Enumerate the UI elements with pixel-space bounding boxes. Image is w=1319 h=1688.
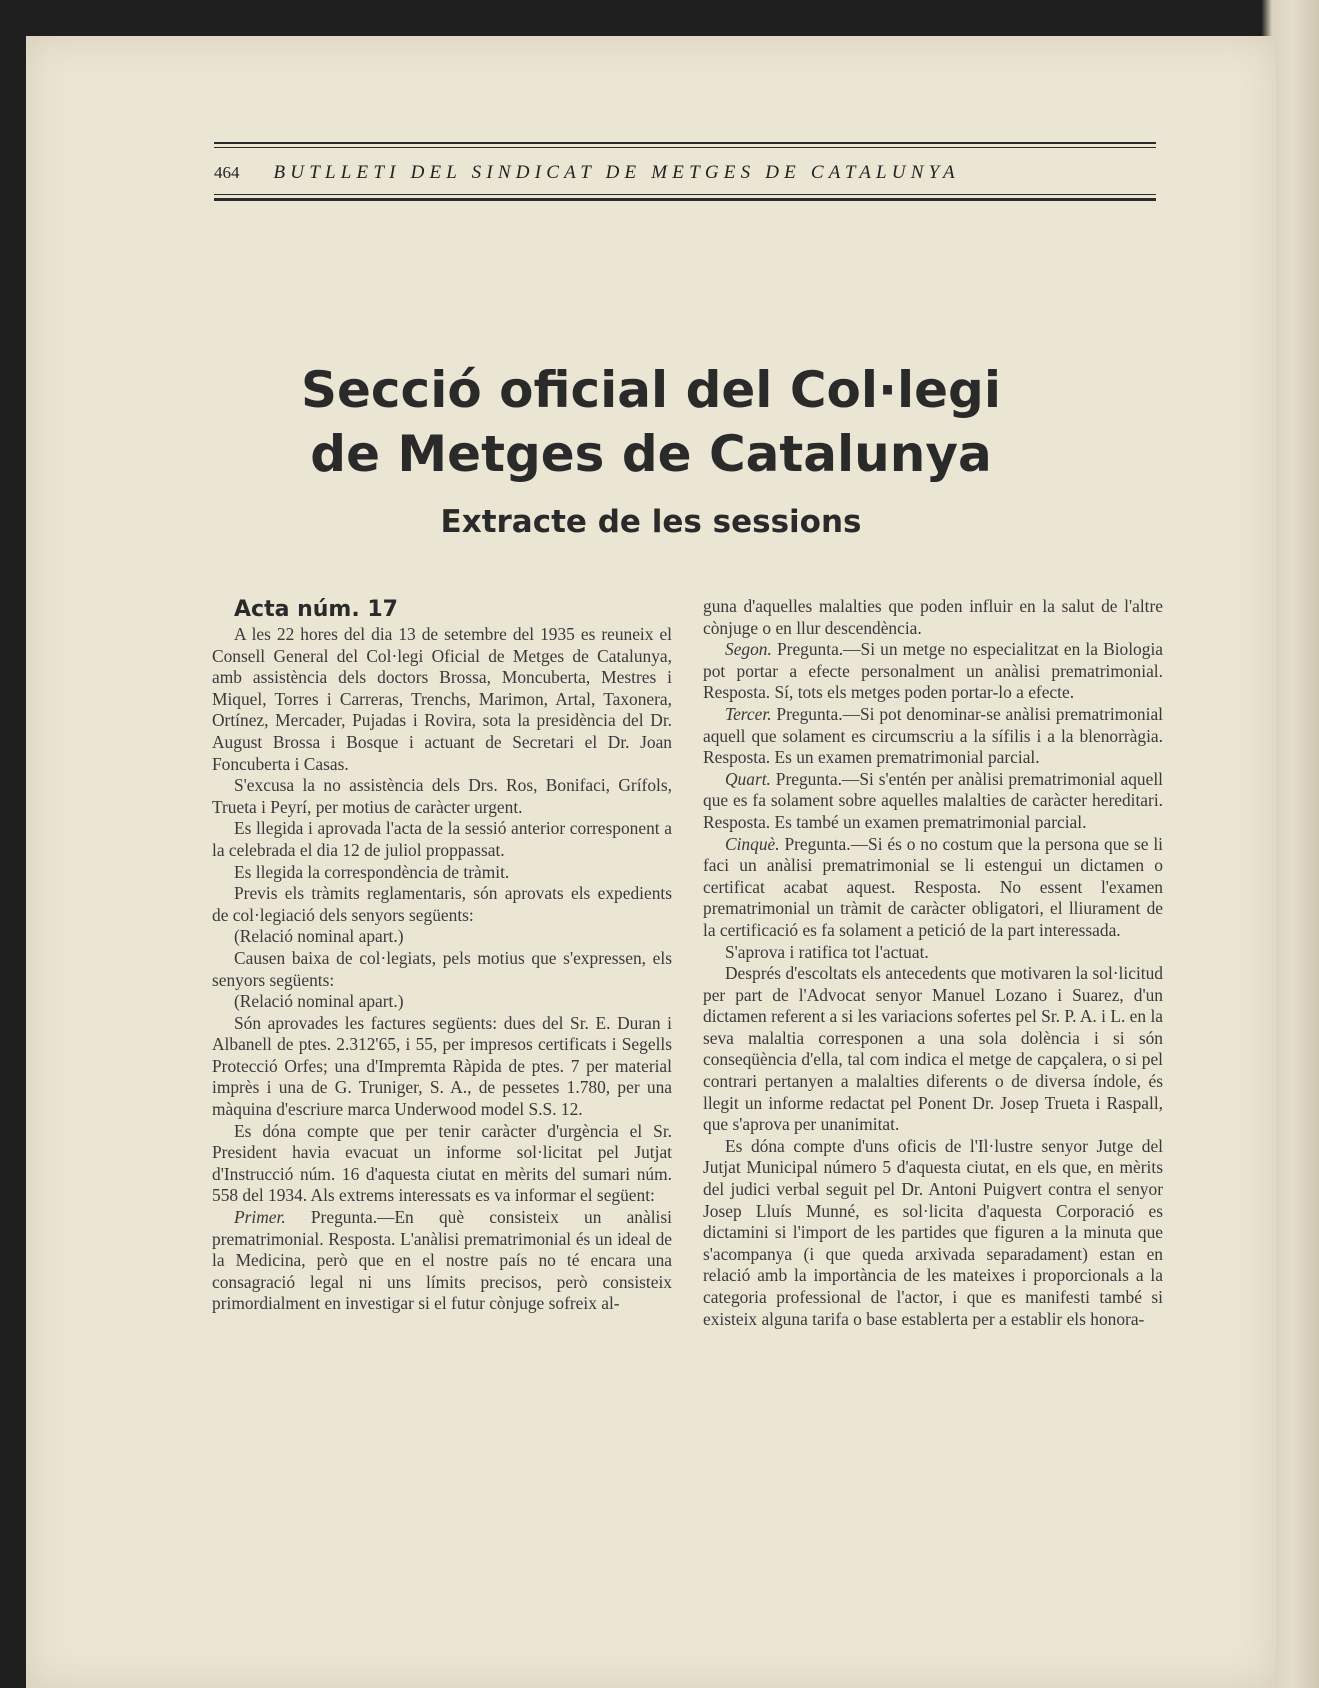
item-label: Cinquè.	[725, 833, 780, 854]
paragraph-cinque	[703, 834, 1163, 942]
paragraph: Després d'escoltats els antecedents que motivaren la sol·licitud per part de l'Advocat senyor Manuel Lozano i Suarez, d'un dictamen referent a si les variacions sofertes pel Sr. P. A. i L. en la seva malaltia corresponen a una sola dolència i si són conseqüència d'ella, tal com indica el metge de capçalera, o si pel contrari pertanyen a malalties diferents o de diversa índole, és llegit un informe redactat pel Ponent Dr. Josep Trueta i Raspall, que s'aprova per unanimitat.	[703, 963, 1163, 1135]
right-column	[703, 596, 1163, 1330]
paragraph: S'aprova i ratifica tot l'actuat.	[725, 941, 929, 962]
paragraph: Previs els tràmits reglamentaris, són aprovats els expedients de col·legiació dels senyors següents:	[212, 883, 672, 925]
item-text: Pregunta.—Si un metge no especialitzat en la Biologia pot portar a efecte personalment un anàlisi prematrimonial. Resposta. Sí, tots els metges poden portar-lo a efecte.	[703, 639, 1163, 703]
item-label: Tercer.	[725, 703, 772, 724]
paragraph: Es dóna compte que per tenir caràcter d'urgència el Sr. President havia evacuat un informe sol·licitat pel Jutjat d'Instrucció núm. 16 d'aquesta ciutat en mèrits del sumari núm. 558 del 1934. Als extrems interessats es va informar el següent:	[212, 1120, 672, 1206]
acta-heading: Acta núm. 17	[234, 597, 398, 622]
item-label: Quart.	[725, 768, 771, 789]
paragraph-quart	[703, 769, 1163, 834]
section-title-line1: Secció oficial del Col·legi	[301, 361, 1001, 419]
paragraph: Es llegida i aprovada l'acta de la sessió anterior corresponent a la celebrada el dia 12 de juliol proppassat.	[212, 818, 672, 860]
header-rule-top	[214, 142, 1156, 144]
paragraph: A les 22 hores del dia 13 de setembre del 1935 es reuneix el Consell General del Col·legi Oficial de Metges de Catalunya, amb assistència dels doctors Brossa, Moncuberta, Mestres i Miquel, Torres i Carreras, Trenchs, Marimon, Artal, Taxonera, Ortínez, Mercader, Pujadas i Rovira, sota la presidència del Dr. August Brossa i Bosque i actuant de Secretari el Dr. Joan Foncuberta i Casas.	[212, 624, 672, 774]
item-text: Pregunta.—En què consisteix un anàlisi prematrimonial. Resposta. L'anàlisi prematrimonial és un ideal de la Medicina, però que en el nostre país no té encara una consagració legal ni uns límits precisos, però consisteix primordialment en investigar si el futur cònjuge sofreix al-	[212, 1207, 672, 1314]
header-rule-top-thin	[214, 147, 1156, 148]
item-label: Primer.	[234, 1207, 286, 1228]
header-rule-bottom-thin	[214, 194, 1156, 195]
item-text: Pregunta.—Si és o no costum que la persona que se li faci un anàlisi prematrimonial se li estengui un dictamen o certificat acabat aquest. Resposta. No essent l'examen prematrimonial un tràmit de caràcter obligatori, el lliurament de la certificació es fa solament a petició de la part interessada.	[703, 833, 1163, 940]
document-page	[26, 36, 1276, 1688]
paragraph: Es llegida la correspondència de tràmit.	[234, 861, 510, 882]
paragraph-primer	[212, 1207, 672, 1315]
paragraph: S'excusa la no assistència dels Drs. Ros, Bonifaci, Grífols, Trueta i Peyrí, per motius de caràcter urgent.	[212, 775, 672, 817]
paragraph: (Relació nominal apart.)	[234, 991, 404, 1012]
paragraph-tercer	[703, 704, 1163, 769]
paragraph: Es dóna compte d'uns oficis de l'Il·lustre senyor Jutge del Jutjat Municipal número 5 d'aquesta ciutat, en els que, en mèrits del judici verbal seguit pel Dr. Antoni Puigvert contra el senyor Josep Lluís Munné, es sol·licita d'aquesta Corporació es dictamini si l'import de les partides que figuren a la minuta que s'acompanya (i que queda arxivada separadament) estan en relació amb la importància de les mateixes i proporcionals a la categoria professional de l'actor, i que es manifesti també si existeix alguna tarifa o base establerta per a establir els honora-	[703, 1135, 1163, 1329]
paragraph-segon	[703, 639, 1163, 704]
section-title-line2: de Metges de Catalunya	[310, 425, 992, 483]
paragraph: Causen baixa de col·legiats, pels motius que s'expressen, els senyors següents:	[212, 947, 672, 990]
left-column	[212, 596, 672, 1315]
item-label: Segon.	[725, 639, 772, 660]
item-text: Pregunta.—Si s'entén per anàlisi prematrimonial aquell que es fa solament sobre aquelles malalties de caràcter hereditari. Resposta. Es també un examen prematrimonial parcial.	[703, 768, 1163, 832]
running-title: BUTLLETI DEL SINDICAT DE METGES DE CATALUNYA	[273, 162, 960, 183]
running-header	[214, 158, 1156, 188]
item-text: Pregunta.—Si pot denominar-se anàlisi prematrimonial aquell que solament es circumscriu a la sífilis i a la blenorràgia. Resposta. Es un examen prematrimonial parcial.	[703, 703, 1163, 768]
paragraph: (Relació nominal apart.)	[234, 926, 404, 947]
paragraph: Són aprovades les factures següents: dues del Sr. E. Duran i Albanell de ptes. 2.312'65, i 55, per impresos certificats i Segells Protecció Orfes; una d'Impremta Ràpida de ptes. 7 per material imprès i una de G. Truniger, S. A., de pessetes 1.780, per una màquina d'escriure marca Underwood model S.S. 12.	[212, 1012, 672, 1120]
section-subtitle: Extracte de les sessions	[440, 504, 862, 540]
page-number: 464	[214, 163, 240, 182]
paragraph-continuation: guna d'aquelles malalties que poden influir en la salut de l'altre cònjuge o en llur descendència.	[703, 596, 1163, 638]
header-rule-bottom	[214, 198, 1156, 201]
